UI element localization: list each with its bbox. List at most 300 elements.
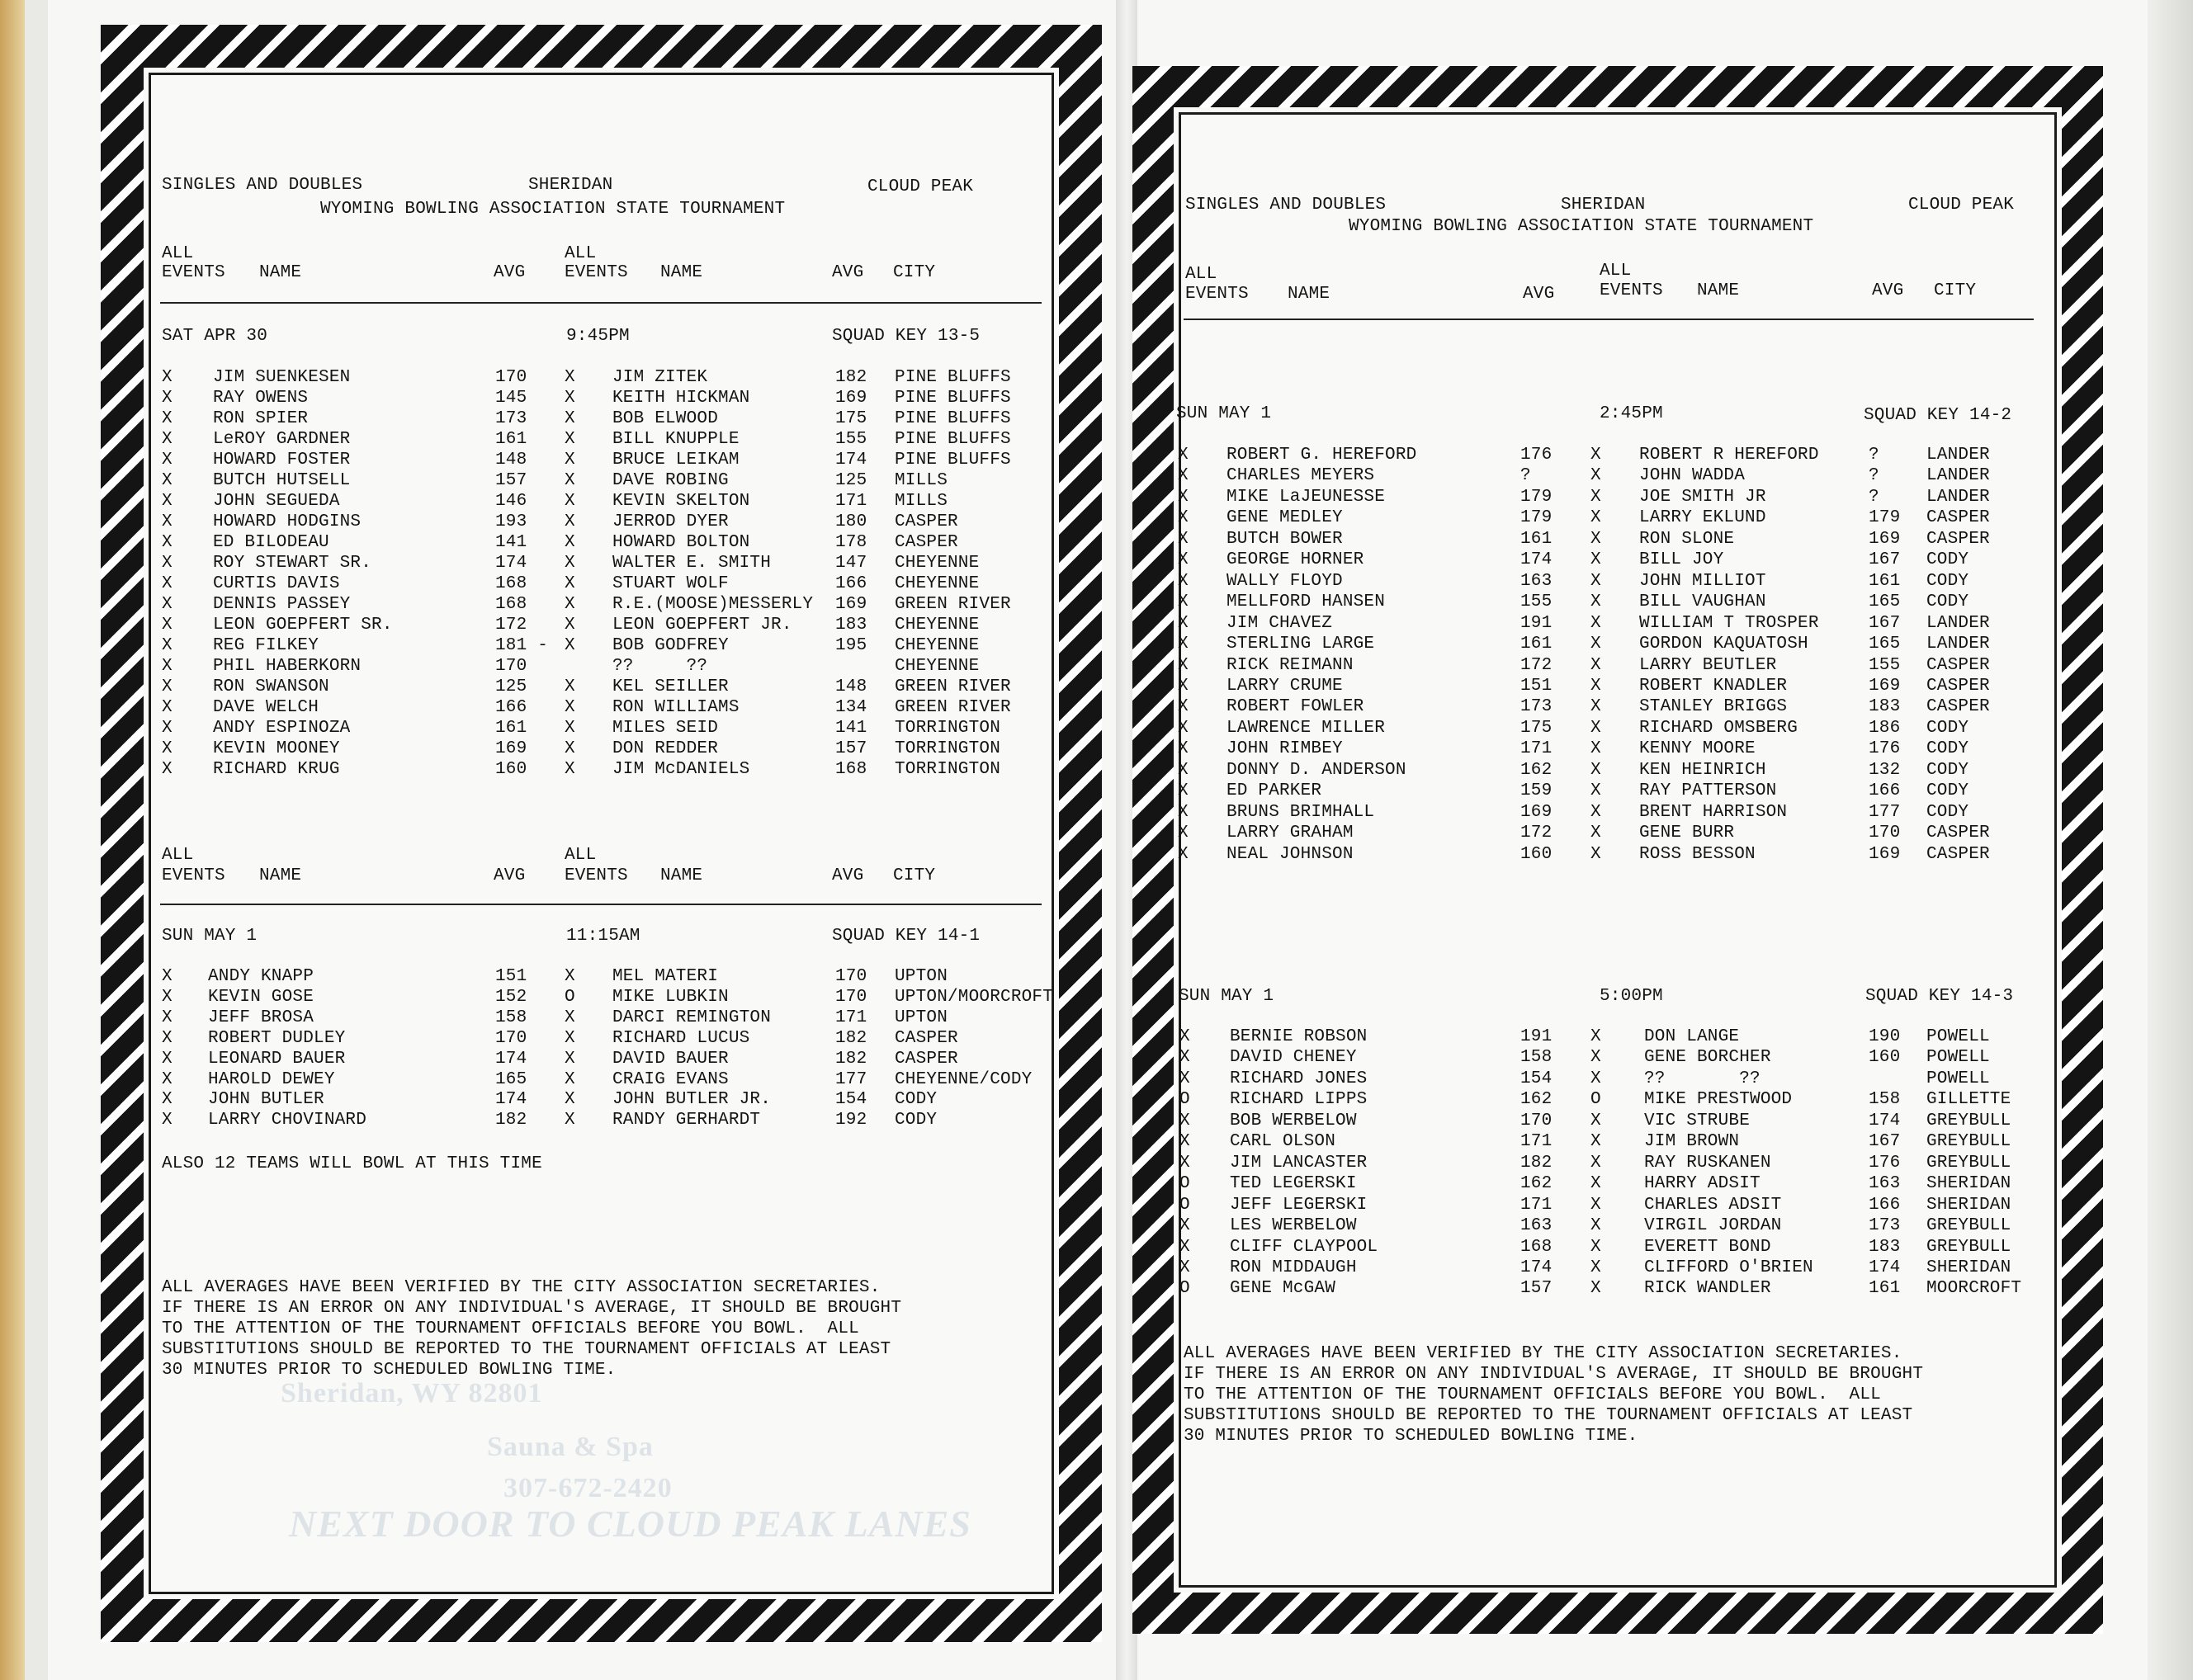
bowler-average: 168	[495, 574, 527, 593]
bowler-average: 161	[1520, 635, 1553, 654]
bleed-through-ad: Sauna & Spa	[487, 1432, 654, 1462]
partner-name: HARRY ADSIT	[1644, 1174, 1761, 1194]
bowler-name: RAY OWENS	[213, 389, 309, 408]
partner-average: 132	[1869, 760, 1901, 780]
bowler-city: MOORCROFT	[1926, 1279, 2022, 1299]
average-notice-line: ALL AVERAGES HAVE BEEN VERIFIED BY THE CITY ASSOCIATION SECRETARIES.	[162, 1278, 881, 1297]
bowler-name: DONNY D. ANDERSON	[1226, 760, 1406, 780]
bowler-city: GREYBULL	[1926, 1153, 2011, 1173]
bowler-name: RICK REIMANN	[1226, 655, 1354, 675]
partner-name: JIM BROWN	[1644, 1132, 1740, 1152]
event-mark: X	[162, 657, 173, 676]
teams-note: ALSO 12 TEAMS WILL BOWL AT THIS TIME	[162, 1154, 542, 1173]
event-mark: X	[1179, 1111, 1190, 1130]
event-mark: X	[1590, 592, 1601, 612]
average-notice-line: IF THERE IS AN ERROR ON ANY INDIVIDUAL'S AVERAGE, IT SHOULD BE BROUGHT	[1184, 1365, 1924, 1384]
partner-average: 170	[1869, 823, 1901, 843]
partner-average: 180	[835, 512, 867, 531]
event-mark: X	[1590, 718, 1601, 738]
average-notice-line: SUBSTITUTIONS SHOULD BE REPORTED TO THE TOURNAMENT OFFICIALS AT LEAST	[1184, 1406, 1913, 1425]
bowler-average: 146	[495, 492, 527, 511]
event-mark: X	[162, 987, 173, 1007]
partner-average: 171	[835, 1008, 867, 1027]
bowler-city: LANDER	[1926, 487, 1990, 507]
partner-average: 182	[835, 1028, 867, 1048]
bowler-city: CASPER	[895, 512, 958, 531]
partner-name: KEVIN SKELTON	[612, 492, 750, 511]
bowler-average: 174	[495, 1049, 527, 1069]
partner-average: 169	[1869, 676, 1901, 696]
bowler-city: LANDER	[1926, 635, 1990, 654]
colhead-events: EVENTS	[565, 866, 628, 885]
event-mark: O	[1179, 1195, 1190, 1215]
event-mark: X	[1178, 592, 1189, 612]
event-mark: X	[1590, 781, 1601, 801]
bowler-average: 165	[495, 1069, 527, 1089]
bowler-average: 170	[495, 368, 527, 387]
event-mark: X	[162, 1090, 173, 1110]
bowler-average: 174	[1520, 550, 1553, 570]
event-mark: X	[1590, 446, 1601, 465]
partner-name: VIRGIL JORDAN	[1644, 1216, 1782, 1236]
event-mark: X	[1590, 1069, 1601, 1088]
event-mark: X	[565, 492, 575, 511]
bowler-average: 125	[495, 677, 527, 696]
event-mark: X	[1178, 508, 1189, 528]
bowler-name: JEFF BROSA	[208, 1008, 314, 1027]
bowler-average: 157	[495, 471, 527, 490]
event-mark: X	[1590, 697, 1601, 717]
event-mark: O	[1590, 1090, 1601, 1110]
bowler-name: LAWRENCE MILLER	[1226, 718, 1386, 738]
partner-name: STUART WOLF	[612, 574, 729, 593]
partner-average: 147	[835, 554, 867, 573]
bowler-city: CHEYENNE	[895, 574, 980, 593]
partner-name: GENE BURR	[1639, 823, 1735, 843]
bleed-through-ad: Sheridan, WY 82801	[281, 1378, 543, 1409]
event-mark: X	[162, 451, 173, 470]
event-mark: X	[565, 739, 575, 758]
bowler-name: BERNIE ROBSON	[1230, 1027, 1368, 1046]
bowler-average: 166	[495, 698, 527, 717]
partner-average: 168	[835, 760, 867, 779]
bowler-name: GEORGE HORNER	[1226, 550, 1364, 570]
partner-average: 182	[835, 1049, 867, 1069]
partner-name: LARRY EKLUND	[1639, 508, 1766, 528]
bowler-name: ROBERT FOWLER	[1226, 697, 1364, 717]
event-mark: X	[1590, 802, 1601, 822]
bowler-average: 174	[495, 554, 527, 573]
bowler-city: CODY	[1926, 781, 1969, 801]
bowler-name: REG FILKEY	[213, 636, 319, 655]
bowler-average: ?	[1520, 466, 1531, 486]
page-title: WYOMING BOWLING ASSOCIATION STATE TOURNAMENT	[1349, 217, 1814, 236]
colhead-avg: AVG	[1523, 285, 1555, 304]
colhead-all: ALL	[162, 846, 194, 865]
partner-name: BILL KNUPPLE	[612, 430, 740, 449]
bowler-city: GREYBULL	[1926, 1216, 2011, 1236]
bowler-name: MELLFORD HANSEN	[1226, 592, 1386, 612]
partner-average: 183	[835, 616, 867, 635]
partner-average: 125	[835, 471, 867, 490]
average-notice-line: TO THE ATTENTION OF THE TOURNAMENT OFFICIALS BEFORE YOU BOWL. ALL	[162, 1319, 859, 1338]
partner-name: LEON GOEPFERT JR.	[612, 616, 792, 635]
bowler-name: STERLING LARGE	[1226, 635, 1375, 654]
partner-average: 179	[1869, 508, 1901, 528]
partner-name: KEN HEINRICH	[1639, 760, 1766, 780]
bowler-city: CODY	[1926, 802, 1969, 822]
bowler-city: GREYBULL	[1926, 1132, 2011, 1152]
bowler-city: TORRINGTON	[895, 719, 1001, 738]
bowler-name: ED PARKER	[1226, 781, 1322, 801]
event-mark: X	[162, 1111, 173, 1130]
partner-name: JOHN MILLIOT	[1639, 571, 1766, 591]
event-mark: X	[1590, 1216, 1601, 1236]
partner-name: RICK WANDLER	[1644, 1279, 1771, 1299]
colhead-name: NAME	[660, 866, 703, 885]
bowler-name: BUTCH HUTSELL	[213, 471, 351, 490]
colhead-events: EVENTS	[162, 263, 225, 282]
event-mark: X	[1590, 676, 1601, 696]
bowler-average: 152	[495, 987, 527, 1007]
bowler-average: 191	[1520, 613, 1553, 633]
bowler-name: ANDY ESPINOZA	[213, 719, 351, 738]
bowler-city: CASPER	[1926, 508, 1990, 528]
partner-name: BOB GODFREY	[612, 636, 729, 655]
bowler-name: LEONARD BAUER	[208, 1049, 346, 1069]
squad-day: SUN MAY 1	[1179, 987, 1274, 1006]
partner-average: 174	[835, 451, 867, 470]
colhead-name: NAME	[259, 263, 302, 282]
partner-average: 177	[1869, 802, 1901, 822]
bowler-average: 151	[1520, 676, 1553, 696]
bowler-city: GILLETTE	[1926, 1090, 2011, 1110]
event-mark: O	[1179, 1174, 1190, 1194]
bowler-name: GENE McGAW	[1230, 1279, 1336, 1299]
bowler-name: MIKE LaJEUNESSE	[1226, 487, 1386, 507]
event-mark: X	[1590, 1132, 1601, 1152]
colhead-avg: AVG	[832, 866, 864, 885]
bowler-city: CODY	[1926, 550, 1969, 570]
event-mark: O	[1179, 1090, 1190, 1110]
colhead-city: CITY	[893, 263, 936, 282]
partner-name: JIM McDANIELS	[612, 760, 750, 779]
bowler-city: CHEYENNE/CODY	[895, 1069, 1033, 1089]
event-mark: X	[565, 430, 575, 449]
bowler-city: TORRINGTON	[895, 760, 1001, 779]
partner-average: 165	[1869, 635, 1901, 654]
bowler-city: CASPER	[895, 1028, 958, 1048]
event-mark: X	[162, 616, 173, 635]
bowler-city: CASPER	[1926, 844, 1990, 864]
partner-name: RON SLONE	[1639, 529, 1735, 549]
event-mark: X	[1178, 823, 1189, 843]
event-mark: X	[1179, 1069, 1190, 1088]
event-mark: X	[162, 533, 173, 552]
partner-average: 175	[835, 409, 867, 428]
partner-name: ROSS BESSON	[1639, 844, 1756, 864]
partner-average: 177	[835, 1069, 867, 1089]
bowler-name: KEVIN GOSE	[208, 987, 314, 1007]
header-rule	[1184, 319, 2034, 320]
bowler-city: LANDER	[1926, 446, 1990, 465]
event-mark: X	[1590, 613, 1601, 633]
bleed-through-ad: NEXT DOOR TO CLOUD PEAK LANES	[289, 1503, 971, 1545]
bowler-name: ROBERT DUDLEY	[208, 1028, 346, 1048]
bowler-average: 159	[1520, 781, 1553, 801]
bowler-average: 171	[1520, 1195, 1553, 1215]
partner-name: ROBERT R HEREFORD	[1639, 446, 1819, 465]
squad-time: 9:45PM	[566, 327, 630, 346]
bowler-city: CHEYENNE	[895, 616, 980, 635]
bowler-city: POWELL	[1926, 1069, 1990, 1088]
colhead-events: EVENTS	[1185, 285, 1249, 304]
average-notice-line: SUBSTITUTIONS SHOULD BE REPORTED TO THE TOURNAMENT OFFICIALS AT LEAST	[162, 1340, 891, 1359]
partner-name: JERROD DYER	[612, 512, 729, 531]
partner-name: RANDY GERHARDT	[612, 1111, 761, 1130]
event-mark: X	[162, 739, 173, 758]
partner-average: 192	[835, 1111, 867, 1130]
colhead-all: ALL	[162, 244, 194, 263]
bowler-name: JOHN RIMBEY	[1226, 739, 1343, 759]
bowler-name: BOB WERBELOW	[1230, 1111, 1357, 1130]
partner-name: LARRY BEUTLER	[1639, 655, 1777, 675]
bowler-city: CASPER	[1926, 655, 1990, 675]
partner-average: 155	[835, 430, 867, 449]
partner-average: 155	[1869, 655, 1901, 675]
event-mark: X	[162, 430, 173, 449]
bowler-city: GREEN RIVER	[895, 698, 1011, 717]
bowler-average: 170	[495, 657, 527, 676]
event-mark: X	[565, 1069, 575, 1089]
event-mark: X	[1178, 466, 1189, 486]
colhead-name: NAME	[259, 866, 302, 885]
event-mark: X	[1178, 718, 1189, 738]
header-singles-doubles: SINGLES AND DOUBLES	[1185, 196, 1387, 215]
event-mark: X	[565, 389, 575, 408]
event-mark: X	[565, 760, 575, 779]
bowler-name: LARRY CRUME	[1226, 676, 1343, 696]
bowler-average: 171	[1520, 739, 1553, 759]
event-mark: X	[1590, 655, 1601, 675]
bowler-city: CASPER	[1926, 697, 1990, 717]
bowler-city: LANDER	[1926, 466, 1990, 486]
event-mark: X	[162, 574, 173, 593]
event-mark: X	[162, 409, 173, 428]
page-title: WYOMING BOWLING ASSOCIATION STATE TOURNAMENT	[320, 200, 786, 219]
squad-day: SAT APR 30	[162, 327, 268, 346]
bowler-average: 163	[1520, 571, 1553, 591]
bowler-average: 161	[1520, 529, 1553, 549]
bowler-name: RON SWANSON	[213, 677, 329, 696]
partner-average: 195	[835, 636, 867, 655]
event-mark: X	[1178, 613, 1189, 633]
event-mark: X	[565, 1049, 575, 1069]
partner-name: GENE BORCHER	[1644, 1048, 1771, 1068]
bowler-name: JIM SUENKESEN	[213, 368, 351, 387]
partner-name: WILLIAM T TROSPER	[1639, 613, 1819, 633]
header-rule	[160, 302, 1042, 304]
bowler-name: WALLY FLOYD	[1226, 571, 1343, 591]
bowler-name: LARRY CHOVINARD	[208, 1111, 367, 1130]
bowler-average: 169	[495, 739, 527, 758]
partner-name: CLIFFORD O'BRIEN	[1644, 1258, 1813, 1277]
partner-average: 161	[1869, 1279, 1901, 1299]
partner-average: 186	[1869, 718, 1901, 738]
squad-key: SQUAD KEY 14-2	[1864, 406, 2012, 425]
header-rule	[160, 904, 1042, 905]
partner-average: 167	[1869, 613, 1901, 633]
bowler-city: GREEN RIVER	[895, 677, 1011, 696]
bowler-city: CODY	[1926, 760, 1969, 780]
bowler-city: CASPER	[895, 1049, 958, 1069]
bowler-average: 182	[1520, 1153, 1553, 1173]
bowler-city: GREYBULL	[1926, 1237, 2011, 1257]
bowler-city: CODY	[1926, 592, 1969, 612]
bowler-city: UPTON	[895, 967, 948, 986]
bowler-average: 170	[495, 1028, 527, 1048]
squad-time: 5:00PM	[1600, 987, 1663, 1006]
partner-average: 174	[1869, 1111, 1901, 1130]
event-mark: X	[162, 512, 173, 531]
event-mark: X	[1590, 1174, 1601, 1194]
bowler-name: DAVE WELCH	[213, 698, 319, 717]
event-mark: X	[162, 1028, 173, 1048]
event-mark: X	[565, 677, 575, 696]
partner-average: 157	[835, 739, 867, 758]
bowler-name: ROY STEWART SR.	[213, 554, 372, 573]
partner-name: ?? ??	[612, 657, 708, 676]
bowler-city: GREYBULL	[1926, 1111, 2011, 1130]
event-mark: X	[162, 1069, 173, 1089]
bowler-name: JIM LANCASTER	[1230, 1153, 1368, 1173]
partner-name: MILES SEID	[612, 719, 719, 738]
header-singles-doubles: SINGLES AND DOUBLES	[162, 176, 363, 195]
partner-average: 165	[1869, 592, 1901, 612]
partner-name: DAVID BAUER	[612, 1049, 729, 1069]
event-mark: X	[1179, 1237, 1190, 1257]
event-mark: X	[1590, 1258, 1601, 1277]
bowler-city: UPTON	[895, 1008, 948, 1027]
partner-average: 174	[1869, 1258, 1901, 1277]
event-mark: O	[565, 987, 575, 1007]
partner-average: ?	[1869, 487, 1879, 507]
partner-average: 169	[1869, 844, 1901, 864]
event-mark: X	[1590, 844, 1601, 864]
partner-name: BILL VAUGHAN	[1639, 592, 1766, 612]
partner-average: 182	[835, 368, 867, 387]
partner-average: 163	[1869, 1174, 1901, 1194]
bowler-name: DENNIS PASSEY	[213, 595, 351, 614]
bowler-average: 172	[1520, 823, 1553, 843]
bowler-city: SHERIDAN	[1926, 1174, 2011, 1194]
bowler-average: 193	[495, 512, 527, 531]
bowler-city: GREEN RIVER	[895, 595, 1011, 614]
bowler-city: POWELL	[1926, 1027, 1990, 1046]
bowler-name: BUTCH BOWER	[1226, 529, 1343, 549]
bowler-name: KEVIN MOONEY	[213, 739, 340, 758]
bowler-average: 174	[495, 1090, 527, 1110]
bowler-name: DAVID CHENEY	[1230, 1048, 1357, 1068]
event-mark: X	[565, 533, 575, 552]
partner-name: RON WILLIAMS	[612, 698, 740, 717]
partner-name: DON REDDER	[612, 739, 719, 758]
partner-name: EVERETT BOND	[1644, 1237, 1771, 1257]
bowler-average: 168	[1520, 1237, 1553, 1257]
bowler-average: 141	[495, 533, 527, 552]
event-mark: X	[565, 1028, 575, 1048]
partner-name: MIKE PRESTWOOD	[1644, 1090, 1793, 1110]
partner-name: VIC STRUBE	[1644, 1111, 1751, 1130]
bowler-average: 158	[495, 1008, 527, 1027]
average-notice-line: 30 MINUTES PRIOR TO SCHEDULED BOWLING TIME.	[162, 1361, 617, 1380]
partner-average: 154	[835, 1090, 867, 1110]
bowler-name: CHARLES MEYERS	[1226, 466, 1375, 486]
event-mark: X	[1590, 571, 1601, 591]
partner-average: 173	[1869, 1216, 1901, 1236]
event-mark: X	[1590, 1195, 1601, 1215]
bowler-average: 174	[1520, 1258, 1553, 1277]
partner-average: 170	[835, 987, 867, 1007]
colhead-all: ALL	[1600, 262, 1632, 281]
partner-name: BRENT HARRISON	[1639, 802, 1788, 822]
colhead-city: CITY	[1934, 281, 1977, 300]
squad-key: SQUAD KEY 14-3	[1865, 987, 2014, 1006]
average-notice-line: 30 MINUTES PRIOR TO SCHEDULED BOWLING TIME.	[1184, 1427, 1638, 1446]
event-mark: X	[1178, 550, 1189, 570]
colhead-all: ALL	[565, 244, 597, 263]
event-mark: X	[1590, 1279, 1601, 1299]
partner-name: STANLEY BRIGGS	[1639, 697, 1788, 717]
event-mark: X	[565, 719, 575, 738]
partner-name: JOHN WADDA	[1639, 466, 1746, 486]
event-mark: X	[565, 409, 575, 428]
bowler-city: MILLS	[895, 471, 948, 490]
bowler-average: 172	[1520, 655, 1553, 675]
event-mark: X	[1179, 1132, 1190, 1152]
bowler-average: 161	[495, 430, 527, 449]
event-mark: X	[162, 636, 173, 655]
partner-average: 183	[1869, 1237, 1901, 1257]
bowler-average: 163	[1520, 1216, 1553, 1236]
book-edge	[2148, 0, 2193, 1680]
partner-name: WALTER E. SMITH	[612, 554, 772, 573]
partner-average: 141	[835, 719, 867, 738]
partner-name: RICHARD OMSBERG	[1639, 718, 1798, 738]
bowler-city: CHEYENNE	[895, 554, 980, 573]
bowler-city: CASPER	[1926, 529, 1990, 549]
event-mark: X	[162, 967, 173, 986]
event-mark: X	[1178, 487, 1189, 507]
event-mark: X	[1178, 571, 1189, 591]
bowler-city: CODY	[1926, 739, 1969, 759]
partner-average: 170	[835, 967, 867, 986]
bowler-city: CODY	[895, 1090, 938, 1110]
header-city: SHERIDAN	[528, 176, 613, 195]
event-mark: X	[565, 554, 575, 573]
bowler-name: ANDY KNAPP	[208, 967, 314, 986]
partner-name: KENNY MOORE	[1639, 739, 1756, 759]
bowler-city: CODY	[1926, 718, 1969, 738]
colhead-avg: AVG	[494, 866, 526, 885]
event-mark: X	[565, 1008, 575, 1027]
partner-name: ?? ??	[1644, 1069, 1761, 1088]
colhead-avg: AVG	[832, 263, 864, 282]
bowler-average: 145	[495, 389, 527, 408]
partner-average: 158	[1869, 1090, 1901, 1110]
bowler-city: CASPER	[1926, 823, 1990, 843]
partner-average: 176	[1869, 1153, 1901, 1173]
